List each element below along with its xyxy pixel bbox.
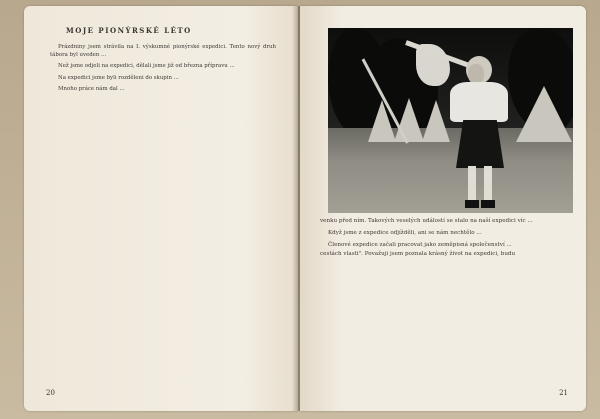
left-paragraph-2: Než jsme odjeli na expedici, dělali jsme již od března přípravu ... (58, 63, 235, 70)
girl-leg-right (484, 166, 492, 202)
right-text-column (320, 218, 568, 259)
right-paragraph-2: Když jsme z expedice odjížděli, ani se nám nechtělo ... (328, 229, 482, 236)
girl-blouse (450, 82, 508, 122)
right-paragraph-1: venku před ním. Takových veselých událostí se stalo na naší expedici víc ... (320, 218, 533, 224)
right-page (300, 6, 586, 411)
right-paragraph-3: Členové expedice začali pracovat jako zeměpisná společenství ... (328, 241, 512, 248)
girl-face (468, 64, 484, 84)
left-page (24, 6, 298, 411)
photo-girl-with-horn (328, 28, 573, 213)
left-text-column (50, 44, 276, 94)
page-number-right: 21 (559, 389, 568, 397)
right-last-line: cestách vlasti". Považuji jsem poznala krásný život na expedici, budu (320, 251, 516, 258)
girl-shoe-right (481, 200, 495, 208)
girl-shoe-left (465, 200, 479, 208)
running-head: MOJE PIONÝRSKÉ LÉTO (66, 26, 192, 35)
girl-leg-left (468, 166, 476, 202)
left-paragraph-3: Na expedici jsme byli rozděleni do skupin ... (58, 74, 179, 81)
girl-skirt (456, 120, 504, 168)
left-paragraph-4: Mnoho práce nám dal ... (58, 86, 125, 93)
page-number-left: 20 (46, 389, 55, 397)
left-paragraph-1: Prázdniny jsem strávila na I. výskumné pionýrské expedici. Tento nový druh tábora byl uveden ... (50, 44, 276, 58)
